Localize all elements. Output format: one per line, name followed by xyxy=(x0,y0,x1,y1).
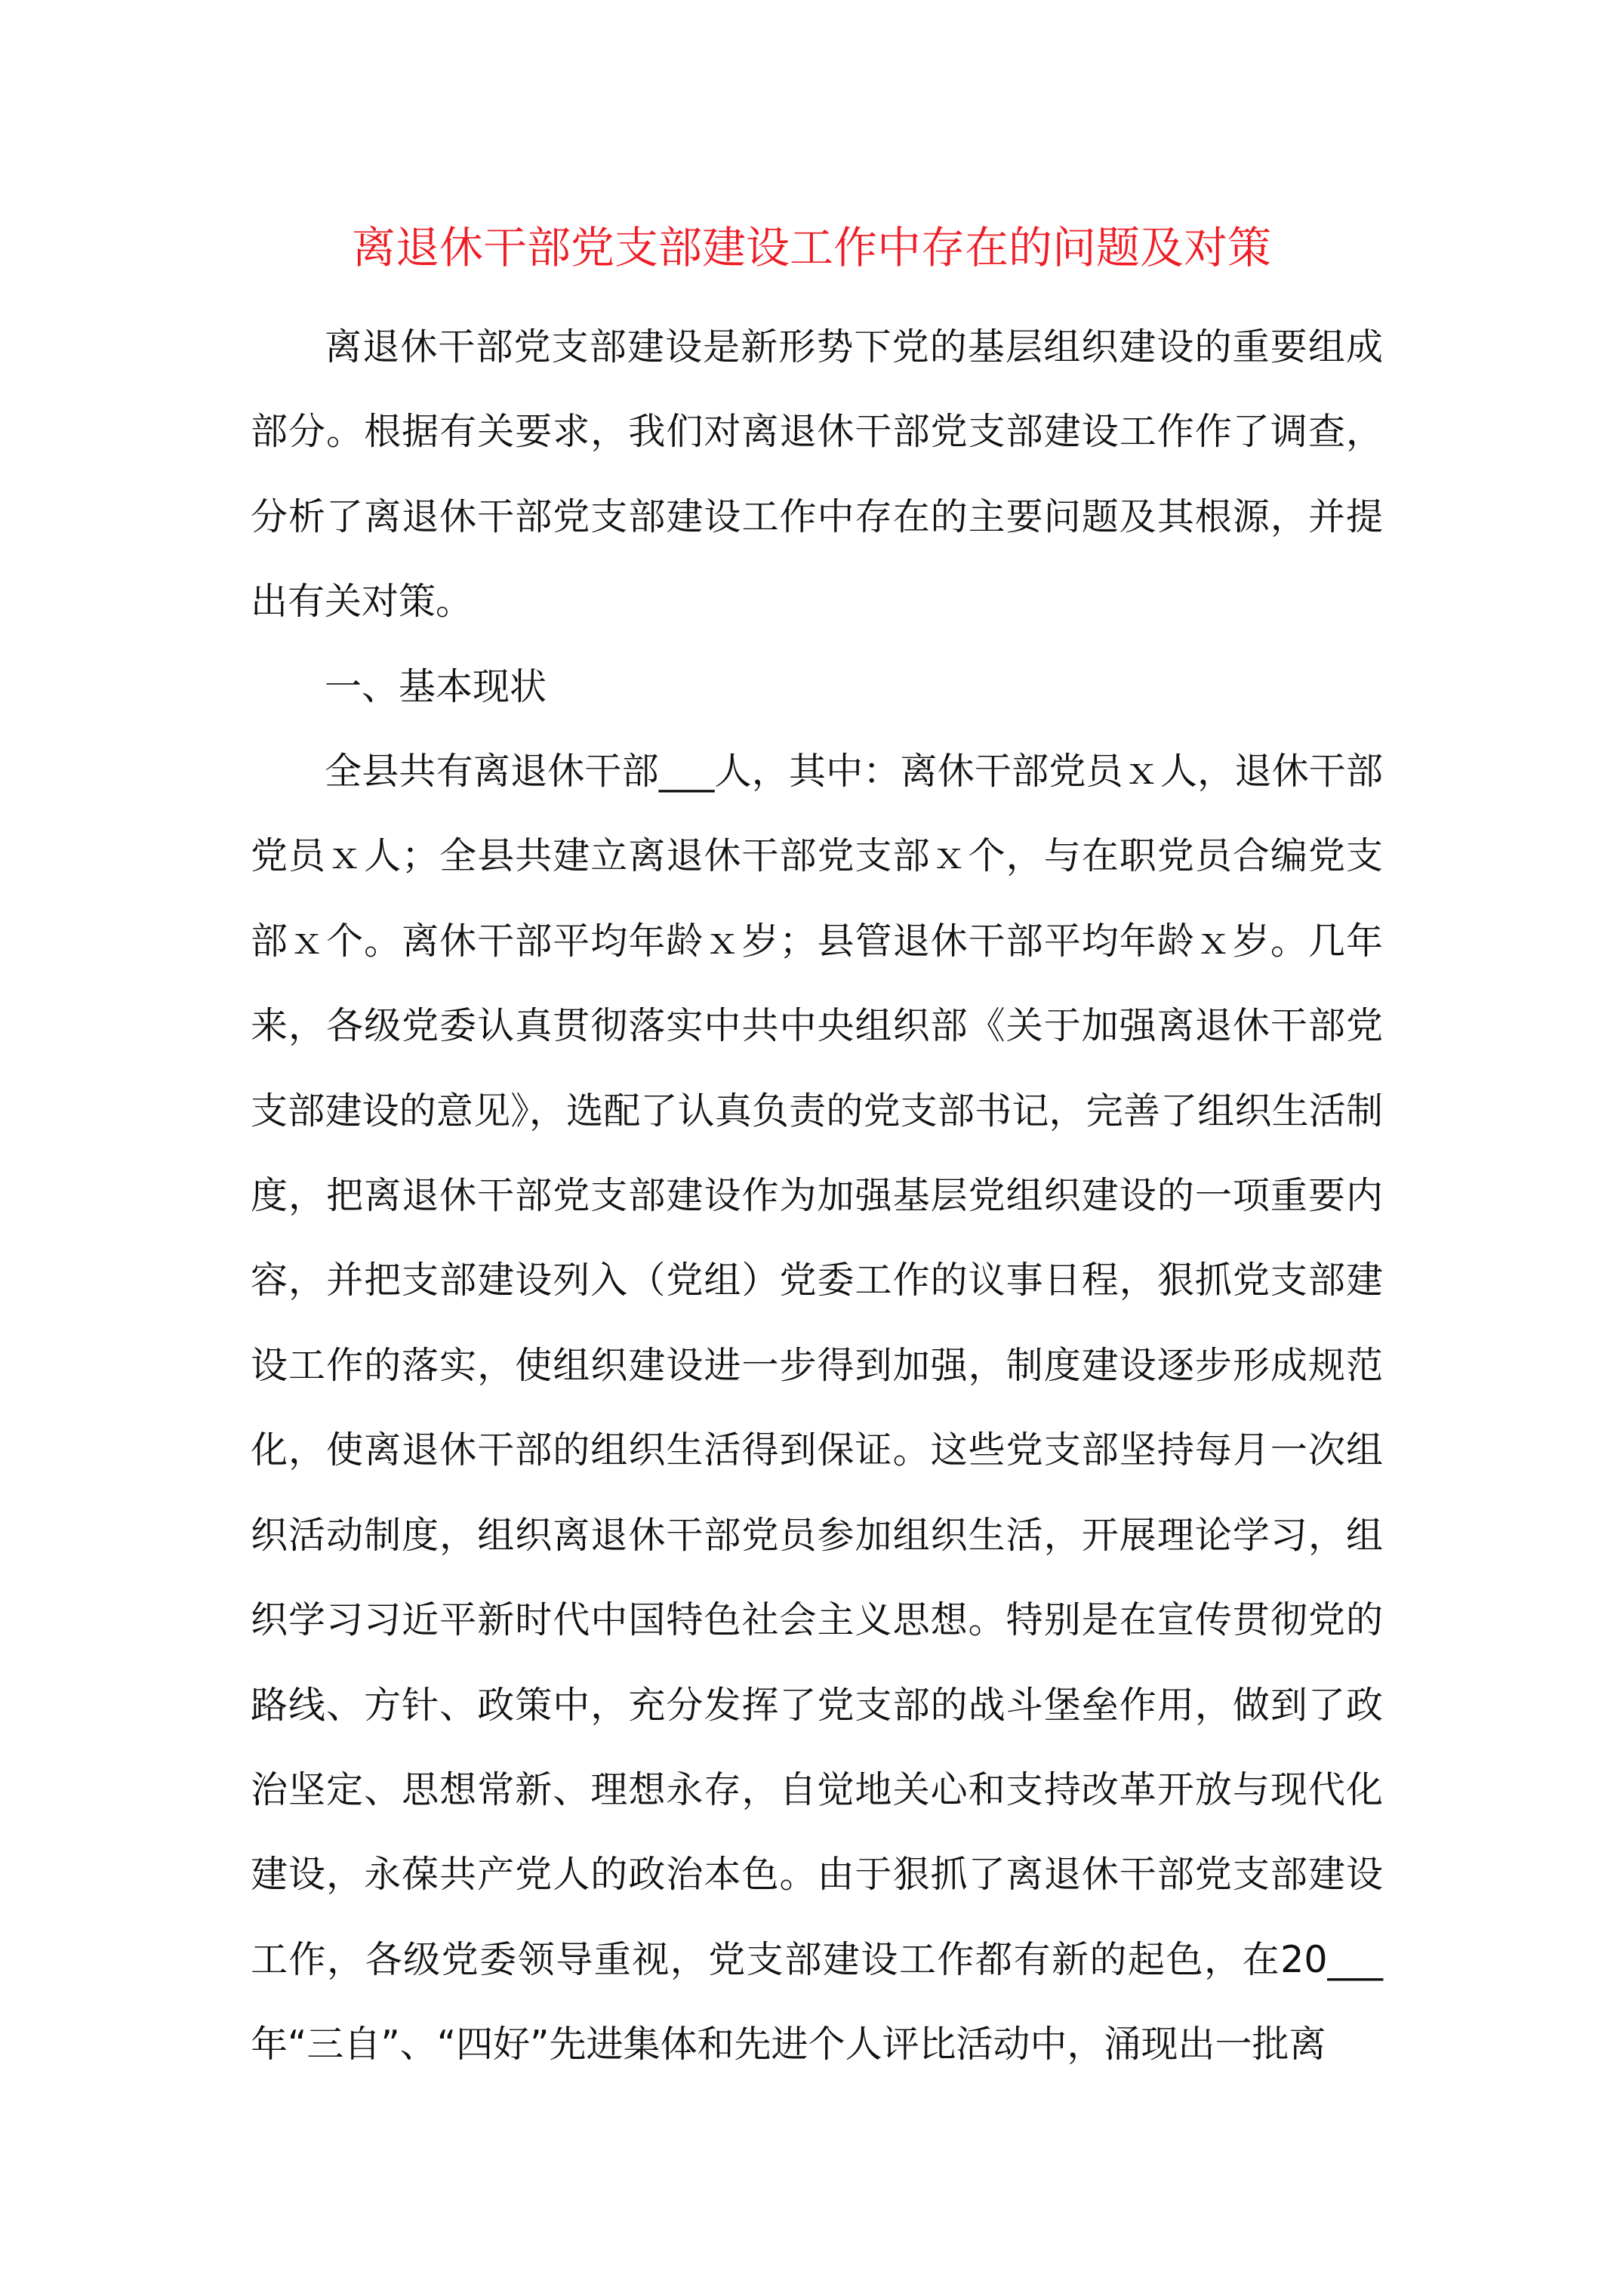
document-title: 离退休干部党支部建设工作中存在的问题及对策 xyxy=(351,222,1271,273)
body-paragraph: 全县共有离退休干部___人，其中：离休干部党员ｘ人，退休干部党员ｘ人；全县共建立离退休干部党支部ｘ个，与在职党员合编党支部ｘ个。离休干部平均年龄ｘ岁；县管退休干部平均年龄ｘ岁。几年来，各级党委认真贯彻落实中共中央组织部《关于加强离退休干部党支部建设的意见》，选配了认真负责的党支部书记，完善了组织生活制度，把离退休干部党支部建设作为加强基层党组织建设的一项重要内容，并把支部建设列入（党组）党委工作的议事日程，狠抓党支部建设工作的落实，使组织建设进一步得到加强，制度建设逐步形成规范化，使离退休干部的组织生活得到保证。这些党支部坚持每月一次组织活动制度，组织离退休干部党员参加组织生活，开展理论学习，组织学习习近平新时代中国特色社会主义思想。特别是在宣传贯彻党的路线、方针、政策中，充分发挥了党支部的战斗堡垒作用，做到了政治坚定、思想常新、理想永存，自觉地关心和支持改革开放与现代化建设，永葆共产党人的政治本色。由于狠抓了离退休干部党支部建设工作，各级党委领导重视，党支部建设工作都有新的起色，在20___年“三自”、“四好”先进集体和先进个人评比活动中，涌现出一批离 xyxy=(251,750,1383,2066)
document-body xyxy=(251,305,1383,2088)
section-heading: 一、基本现状 xyxy=(325,664,547,708)
intro-paragraph: 离退休干部党支部建设是新形势下党的基层组织建设的重要组成部分。根据有关要求，我们对离退休干部党支部建设工作作了调查，分析了离退休干部党支部建设工作中存在的主要问题及其根源，并提出有关对策。 xyxy=(251,325,1383,624)
